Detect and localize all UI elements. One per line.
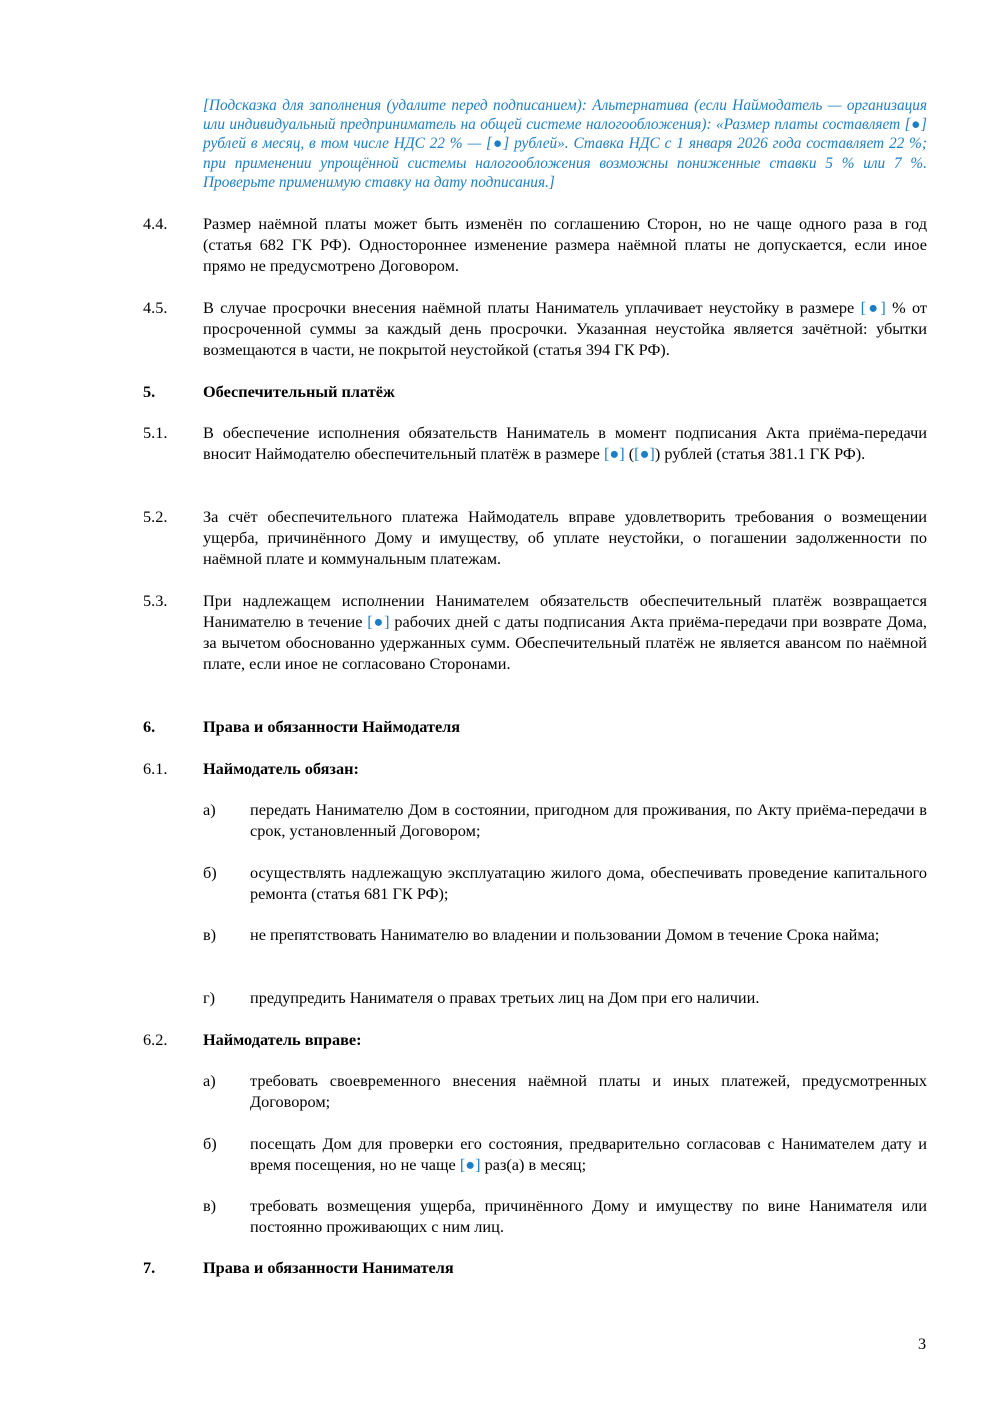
section-number-6: 6. (143, 717, 156, 736)
clause-4-5-text: В случае просрочки внесения наёмной платы Наниматель уплачивает неустойку в размере [●] % от просроченной суммы за каждый день просрочки. Указанная неустойка является зачётной: убытки возмещаются в части, не покрытой неустойкой (статья 394 ГК РФ). (203, 298, 927, 359)
list-item: предупредить Нанимателя о правах третьих лиц на Дом при его наличии. (250, 988, 760, 1007)
clause-5-2-text: За счёт обеспечительного платежа Наймодатель вправе удовлетворить требования о возмещении ущерба, причинённого Дому и имуществу, об уплате неустойки, о погашении задолженности по наёмной плате и коммунальным платежам. (203, 507, 927, 568)
section-number-7: 7. (143, 1258, 156, 1277)
clause-5-3-text: При надлежащем исполнении Нанимателем обязательств обеспечительный платёж возвращается Нанимателю в течение [●] рабочих дней с даты подписания Акта приёма-передачи при возврате Дома, за вычетом обоснованно удержанных сумм. Обеспечительный платёж не является авансом по наёмной плате, если иное не согласовано Сторонами. (203, 591, 927, 673)
clause-number-5-3: 5.3. (143, 591, 168, 610)
placeholder-field: [●] (860, 298, 886, 317)
clause-number-6-2: 6.2. (143, 1030, 168, 1049)
section-5-title: Обеспечительный платёж (203, 382, 395, 401)
section-6-title: Права и обязанности Наймодателя (203, 717, 461, 736)
list-item-label: б) (203, 863, 217, 882)
placeholder-field: [●] (603, 444, 625, 463)
list-item: требовать возмещения ущерба, причинённого Дому и имуществу по вине Нанимателя или постоянно проживающих с ним лиц. (250, 1196, 927, 1236)
clause-number-4-4: 4.4. (143, 214, 168, 233)
placeholder-field: [●] (367, 612, 390, 631)
list-item-label: в) (203, 925, 217, 944)
placeholder-field: [●] (459, 1155, 481, 1174)
fill-in-hint: [Подсказка для заполнения (удалите перед подписанием): Альтернатива (если Наймодатель — организация или индивидуальный предприниматель на общей системе налогообложения): «Размер платы составляет [●] рублей в месяц, в том числе НДС 22 % — [●] рублей». Ставка НДС с 1 января 2026 года составляет 22 %; при применении упрощённой системы налогообложения возможны пониженные ставки 5 % или 7 %. Проверьте применимую ставку на дату подписания.] (203, 97, 927, 191)
section-7-title: Права и обязанности Нанимателя (203, 1258, 454, 1277)
list-item: посещать Дом для проверки его состояния, предварительно согласовав с Нанимателем дату и время посещения, но не чаще [●] раз(а) в месяц; (250, 1134, 927, 1174)
clause-6-1-title: Наймодатель обязан: (203, 759, 359, 778)
section-number-5: 5. (143, 382, 156, 401)
list-item: осуществлять надлежащую эксплуатацию жилого дома, обеспечивать проведение капитального ремонта (статья 681 ГК РФ); (250, 863, 927, 903)
list-item-label: а) (203, 1071, 216, 1090)
list-item-label: а) (203, 800, 216, 819)
list-item: передать Нанимателю Дом в состоянии, пригодном для проживания, по Акту приёма-передачи в срок, установленный Договором; (250, 800, 927, 840)
list-item-label: г) (203, 988, 216, 1007)
list-item-label: в) (203, 1196, 217, 1215)
clause-number-6-1: 6.1. (143, 759, 168, 778)
clause-5-1-text: В обеспечение исполнения обязательств Наниматель в момент подписания Акта приёма-передачи вносит Наймодателю обеспечительный платёж в размере [●] ([●]) рублей (статья 381.1 ГК РФ). (203, 423, 927, 463)
clause-number-5-2: 5.2. (143, 507, 168, 526)
clause-6-2-title: Наймодатель вправе: (203, 1030, 362, 1049)
list-item: не препятствовать Нанимателю во владении и пользовании Домом в течение Срока найма; (250, 925, 880, 944)
clause-number-4-5: 4.5. (143, 298, 168, 317)
list-item-label: б) (203, 1134, 217, 1153)
clause-number-5-1: 5.1. (143, 423, 168, 442)
list-item: требовать своевременного внесения наёмной платы и иных платежей, предусмотренных Договором; (250, 1071, 927, 1111)
clause-4-4-text: Размер наёмной платы может быть изменён по соглашению Сторон, но не чаще одного раза в год (статья 682 ГК РФ). Одностороннее изменение размера наёмной платы не допускается, если иное прямо не предусмотрено Договором. (203, 214, 927, 275)
page-number: 3 (918, 1334, 927, 1353)
placeholder-field: [●] (634, 444, 655, 463)
